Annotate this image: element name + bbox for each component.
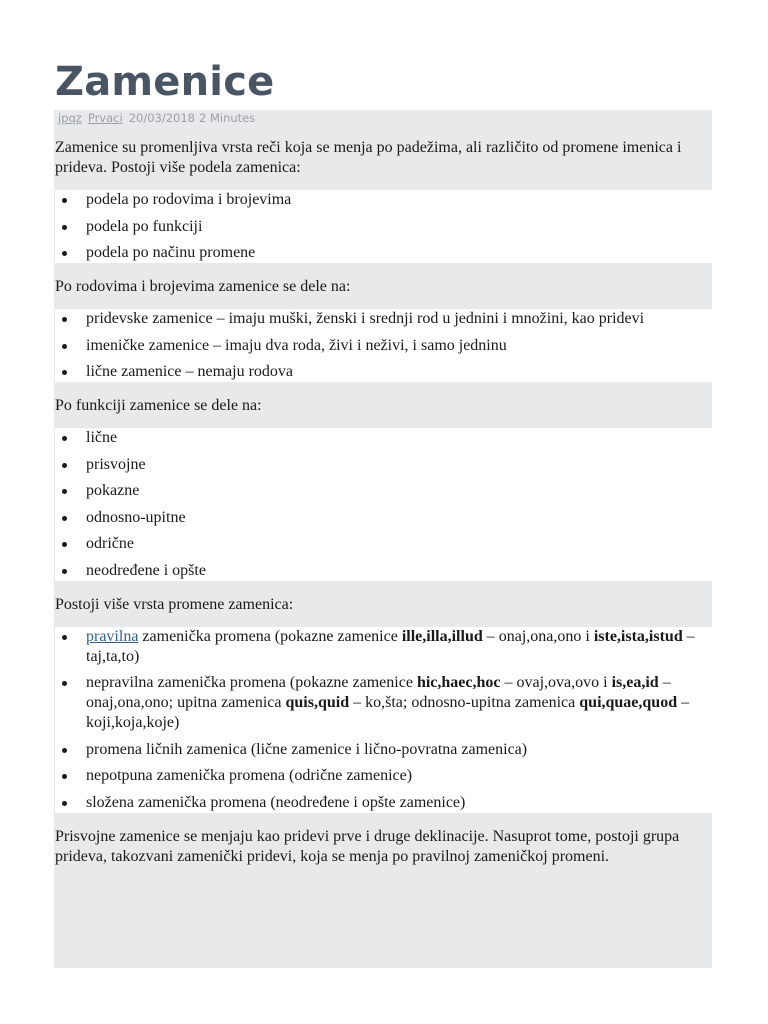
list-item: pokazne — [55, 481, 715, 501]
list-item: prisvojne — [55, 455, 715, 475]
item-text: zamenička promena (pokazne zamenice — [138, 627, 402, 645]
list-item: lične — [55, 428, 715, 448]
function-list — [55, 428, 715, 581]
item-bold-text: is,ea,id — [611, 674, 659, 691]
list-item: imeničke zamenice – imaju dva roda, živi i neživi, i samo jedninu — [55, 336, 715, 356]
article-content — [55, 138, 705, 879]
function-heading: Po funkciji zamenice se dele na: — [55, 396, 705, 416]
intro-paragraph: Zamenice su promenljiva vrsta reči koja se menja po padežima, ali različito od promene imenica i prideva. Postoji više podela zamenica: — [55, 138, 705, 178]
declension-list — [55, 627, 715, 813]
pravilna-link[interactable]: pravilna — [86, 627, 139, 645]
list-item: promena ličnih zamenica (lične zamenice i lično-povratna zamenica) — [55, 740, 715, 760]
list-item: neodređene i opšte — [55, 561, 715, 581]
list-item — [55, 627, 715, 667]
gender-list — [55, 309, 715, 382]
list-item: složena zamenička promena (neodređene i opšte zamenice) — [55, 793, 715, 813]
closing-paragraph: Prisvojne zamenice se menjaju kao pridevi prve i druge deklinacije. Nasuprot tome, postoji grupa prideva, takozvani zamenički pridevi, koja se menja po pravilnoj zameničkoj promeni. — [55, 827, 705, 867]
item-text: – onaj,ona,ono i — [482, 627, 594, 645]
item-bold-text: ille,illa,illud — [401, 627, 483, 645]
item-bold-text: hic,haec,hoc — [416, 674, 501, 691]
item-bold-text: qui,quae,quod — [579, 694, 678, 711]
category-link[interactable]: Prvaci — [87, 111, 123, 125]
post-date: 20/03/2018 — [128, 111, 195, 125]
item-bold-text: quis,quid — [285, 694, 350, 711]
declension-heading: Postoji više vrsta promene zamenica: — [55, 595, 705, 615]
item-bold-text: iste,ista,istud — [593, 627, 683, 645]
list-item: podela po funkciji — [55, 217, 715, 237]
item-text: – ko,šta; odnosno-upitna zamenica — [349, 694, 580, 711]
list-item: podela po rodovima i brojevima — [55, 190, 715, 210]
item-text: – ovaj,ova,ovo i — [500, 674, 612, 691]
list-item: odnosno-upitne — [55, 508, 715, 528]
read-time: 2 Minutes — [198, 111, 256, 125]
list-item: pridevske zamenice – imaju muški, ženski i srednji rod u jednini i množini, kao pridevi — [55, 309, 715, 329]
list-item — [55, 673, 715, 733]
list-item: odrične — [55, 534, 715, 554]
gender-heading: Po rodovima i brojevima zamenice se dele na: — [55, 277, 705, 297]
page-title: Zamenice — [55, 59, 275, 105]
item-text: – taj,ta,to) — [86, 627, 695, 665]
item-text: – onaj,ona,ono; upitna zamenica — [86, 674, 671, 711]
list-item: lične zamenice – nemaju rodova — [55, 362, 715, 382]
item-text: nepravilna zamenička promena (pokazne zamenice — [86, 674, 417, 691]
list-item: podela po načinu promene — [55, 243, 715, 263]
author-link[interactable]: jpqz — [58, 111, 82, 125]
divisions-list — [55, 190, 715, 263]
list-item: nepotpuna zamenička promena (odrične zamenice) — [55, 766, 715, 786]
article-meta — [58, 110, 255, 126]
item-text: – koji,koja,koje) — [86, 694, 690, 731]
